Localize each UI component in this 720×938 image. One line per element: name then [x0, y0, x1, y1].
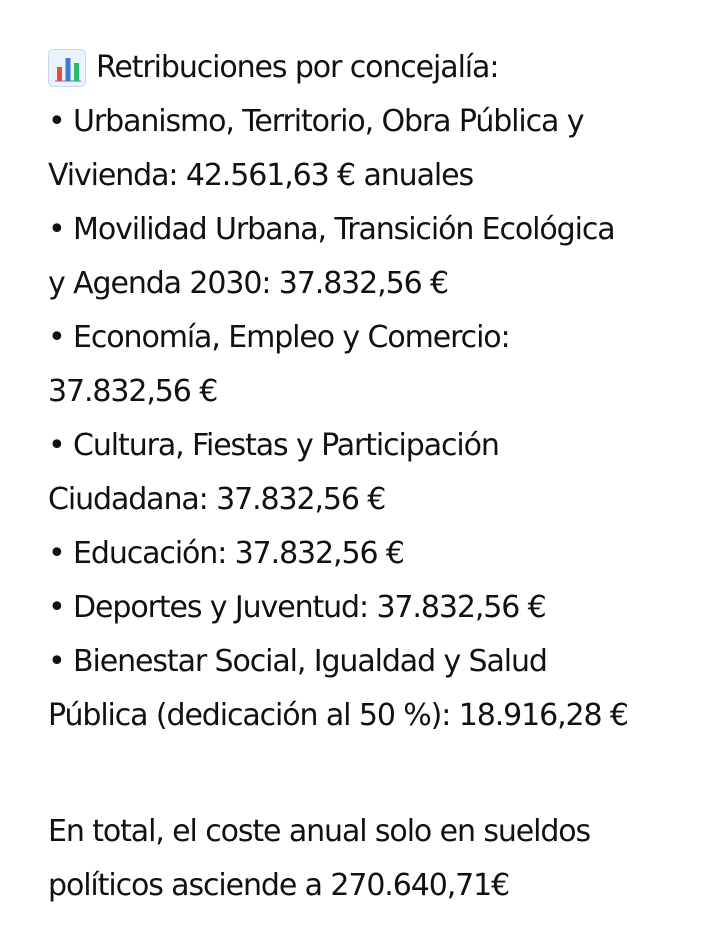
- summary-line-2: políticos asciende a 270.640,71€: [48, 868, 510, 903]
- item-movilidad-line-2: y Agenda 2030: 37.832,56 €: [48, 266, 448, 301]
- item-educacion: • Educación: 37.832,56 €: [48, 536, 404, 571]
- item-movilidad-line-1: • Movilidad Urbana, Transición Ecológica: [48, 212, 615, 247]
- summary-line-1: En total, el coste anual solo en sueldos: [48, 814, 591, 849]
- heading-line: [48, 41, 708, 95]
- item-urbanismo-line-2: Vivienda: 42.561,63 € anuales: [48, 158, 473, 193]
- bar-chart-icon: [48, 49, 86, 87]
- item-economia-line-1: • Economía, Empleo y Comercio:: [48, 320, 510, 355]
- item-urbanismo-line-1: • Urbanismo, Territorio, Obra Pública y: [48, 104, 584, 139]
- retribuciones-text: [48, 41, 708, 913]
- heading-title: Retribuciones por concejalía:: [96, 50, 499, 85]
- paragraph-gap: [48, 743, 708, 805]
- item-cultura-line-2: Ciudadana: 37.832,56 €: [48, 482, 386, 517]
- item-cultura-line-1: • Cultura, Fiestas y Participación: [48, 428, 499, 463]
- item-bienestar-line-1: • Bienestar Social, Igualdad y Salud: [48, 644, 547, 679]
- item-deportes: • Deportes y Juventud: 37.832,56 €: [48, 590, 546, 625]
- item-economia-line-2: 37.832,56 €: [48, 374, 218, 409]
- item-bienestar-line-2: Pública (dedicación al 50 %): 18.916,28 €: [48, 698, 628, 733]
